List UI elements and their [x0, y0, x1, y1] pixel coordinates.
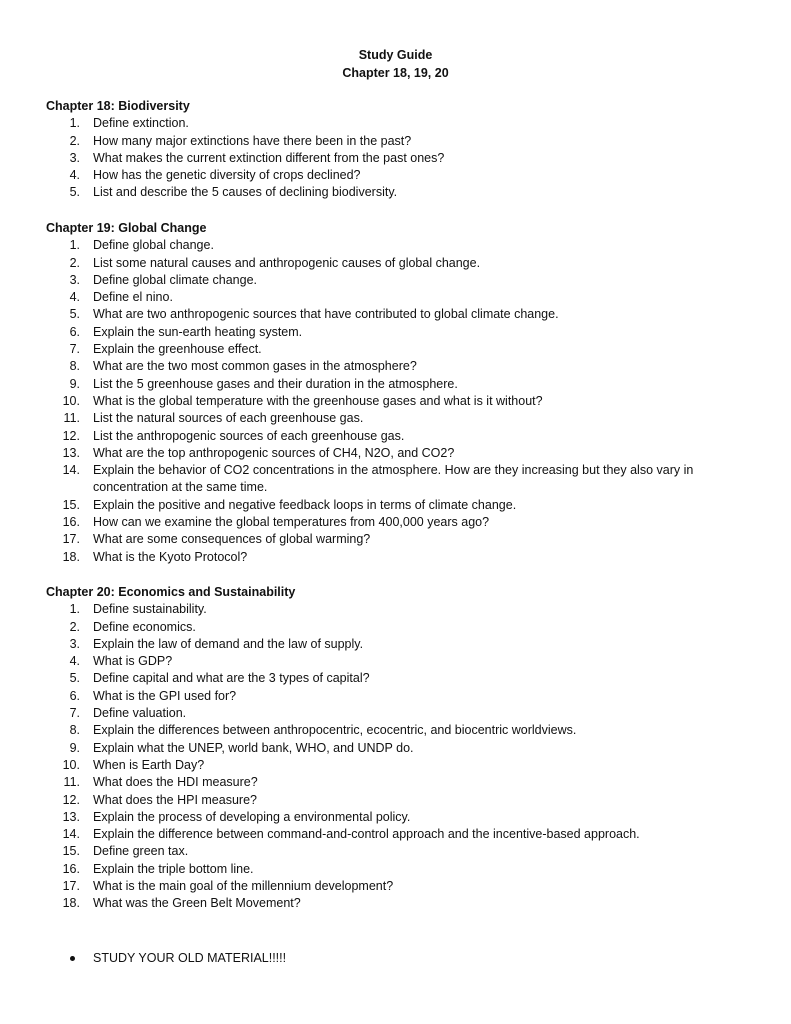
question-text: Define valuation. — [93, 706, 187, 721]
question-item — [46, 601, 746, 618]
question-item — [46, 757, 746, 774]
question-item — [46, 688, 746, 705]
question-number: 17. — [62, 532, 80, 547]
question-number: 2. — [69, 619, 80, 634]
question-text: What is the main goal of the millennium development? — [93, 879, 394, 894]
question-item — [46, 514, 746, 531]
question-item — [46, 895, 746, 912]
question-item — [46, 167, 746, 184]
chapter-18-section — [46, 98, 746, 202]
question-text: What is the GPI used for? — [93, 688, 237, 703]
question-item — [46, 636, 746, 653]
question-number: 16. — [62, 515, 80, 530]
question-number: 5. — [69, 671, 80, 686]
question-item — [46, 324, 746, 341]
question-text: What was the Green Belt Movement? — [93, 896, 301, 911]
question-item — [46, 341, 746, 358]
question-text: What are some consequences of global warming? — [93, 532, 371, 547]
chapter-heading: Chapter 20: Economics and Sustainability — [46, 585, 296, 599]
question-item — [46, 289, 746, 306]
question-text: Explain the difference between command-and-control approach and the incentive-based approach. — [93, 827, 640, 842]
question-item — [46, 549, 746, 566]
question-number: 10. — [62, 757, 80, 772]
question-item — [46, 462, 746, 497]
question-text: Explain the greenhouse effect. — [93, 342, 262, 357]
question-number: 9. — [69, 740, 80, 755]
question-number: 4. — [69, 168, 80, 183]
question-text: What are the two most common gases in the atmosphere? — [93, 359, 417, 374]
question-number: 3. — [69, 272, 80, 287]
question-number: 13. — [62, 809, 80, 824]
question-number: 15. — [62, 497, 80, 512]
question-number: 2. — [69, 133, 80, 148]
question-number: 5. — [69, 185, 80, 200]
question-text: List and describe the 5 causes of declining biodiversity. — [93, 185, 398, 200]
question-item — [46, 826, 746, 843]
question-number: 3. — [69, 636, 80, 651]
question-number: 1. — [69, 116, 80, 131]
question-number: 11. — [63, 411, 80, 426]
question-text: How can we examine the global temperatures from 400,000 years ago? — [93, 515, 490, 530]
question-text: Define capital and what are the 3 types of capital? — [93, 671, 370, 686]
question-text: Define economics. — [93, 619, 196, 634]
question-number: 16. — [62, 861, 80, 876]
question-item — [46, 376, 746, 393]
question-number: 1. — [69, 602, 80, 617]
question-text: Define global change. — [93, 238, 214, 253]
question-list — [46, 601, 746, 912]
question-list — [46, 115, 746, 201]
question-number: 6. — [69, 688, 80, 703]
question-text: Explain the law of demand and the law of supply. — [93, 636, 364, 651]
question-item — [46, 133, 746, 150]
question-number: 10. — [62, 393, 80, 408]
question-item — [46, 740, 746, 757]
question-number: 14. — [62, 463, 80, 478]
question-item — [46, 393, 746, 410]
question-item — [46, 792, 746, 809]
question-item — [46, 184, 746, 201]
question-item — [46, 653, 746, 670]
question-item — [46, 115, 746, 132]
question-text: Define global climate change. — [93, 272, 257, 287]
question-number: 6. — [69, 324, 80, 339]
question-item — [46, 843, 746, 860]
question-item — [46, 255, 746, 272]
question-text: List the anthropogenic sources of each greenhouse gas. — [93, 428, 405, 443]
question-text: Explain the differences between anthropocentric, ecocentric, and biocentric worldviews. — [93, 723, 577, 738]
question-number: 5. — [69, 307, 80, 322]
question-text: Explain the behavior of CO2 concentrations in the atmosphere. How are they increasing but they also vary in concentration at the same time. — [93, 463, 694, 495]
question-item — [46, 878, 746, 895]
question-item — [46, 531, 746, 548]
bullet-text: STUDY YOUR OLD MATERIAL!!!!! — [93, 951, 287, 965]
bullet-dot-icon — [70, 956, 75, 961]
document-title: Study Guide — [358, 48, 433, 62]
chapter-20-section — [46, 584, 746, 913]
title-block — [0, 46, 791, 82]
question-text: How has the genetic diversity of crops declined? — [93, 168, 361, 183]
reminder-section — [46, 950, 746, 967]
question-item — [46, 272, 746, 289]
question-number: 7. — [69, 342, 80, 357]
question-text: Define sustainability. — [93, 602, 207, 617]
question-number: 1. — [69, 238, 80, 253]
question-number: 4. — [69, 290, 80, 305]
document-subtitle: Chapter 18, 19, 20 — [342, 66, 449, 80]
question-number: 7. — [69, 706, 80, 721]
question-number: 11. — [63, 775, 80, 790]
question-text: Define el nino. — [93, 290, 173, 305]
chapter-heading: Chapter 18: Biodiversity — [46, 99, 190, 113]
chapter-heading: Chapter 19: Global Change — [46, 221, 207, 235]
question-number: 17. — [62, 879, 80, 894]
question-text: Define extinction. — [93, 116, 189, 131]
question-item — [46, 445, 746, 462]
question-text: What is the global temperature with the greenhouse gases and what is it without? — [93, 393, 543, 408]
question-item — [46, 722, 746, 739]
question-item — [46, 358, 746, 375]
question-text: Explain what the UNEP, world bank, WHO, and UNDP do. — [93, 740, 414, 755]
question-text: List some natural causes and anthropogenic causes of global change. — [93, 255, 481, 270]
question-text: What are two anthropogenic sources that have contributed to global climate change. — [93, 307, 559, 322]
question-text: What is GDP? — [93, 654, 173, 669]
question-number: 8. — [69, 723, 80, 738]
question-item — [46, 428, 746, 445]
question-item — [46, 705, 746, 722]
question-item — [46, 809, 746, 826]
question-text: When is Earth Day? — [93, 757, 205, 772]
question-text: Explain the sun-earth heating system. — [93, 324, 303, 339]
question-list — [46, 237, 746, 566]
question-text: Explain the process of developing a environmental policy. — [93, 809, 411, 824]
question-text: Explain the triple bottom line. — [93, 861, 254, 876]
question-number: 4. — [69, 654, 80, 669]
question-number: 13. — [62, 445, 80, 460]
question-item — [46, 861, 746, 878]
question-number: 12. — [62, 792, 80, 807]
question-item — [46, 237, 746, 254]
question-text: List the 5 greenhouse gases and their duration in the atmosphere. — [93, 376, 458, 391]
question-item — [46, 306, 746, 323]
bullet-item — [46, 950, 746, 967]
question-item — [46, 774, 746, 791]
question-item — [46, 497, 746, 514]
question-number: 12. — [62, 428, 80, 443]
question-item — [46, 619, 746, 636]
question-text: Define green tax. — [93, 844, 189, 859]
question-number: 18. — [62, 896, 80, 911]
question-text: How many major extinctions have there been in the past? — [93, 133, 412, 148]
question-item — [46, 410, 746, 427]
question-number: 3. — [69, 150, 80, 165]
question-text: What makes the current extinction different from the past ones? — [93, 150, 445, 165]
question-number: 18. — [62, 549, 80, 564]
question-text: Explain the positive and negative feedback loops in terms of climate change. — [93, 497, 517, 512]
question-item — [46, 150, 746, 167]
question-text: What does the HPI measure? — [93, 792, 257, 807]
question-number: 8. — [69, 359, 80, 374]
question-text: What is the Kyoto Protocol? — [93, 549, 248, 564]
question-number: 14. — [62, 827, 80, 842]
question-number: 15. — [62, 844, 80, 859]
chapter-19-section — [46, 220, 746, 566]
question-text: List the natural sources of each greenhouse gas. — [93, 411, 364, 426]
question-number: 2. — [69, 255, 80, 270]
question-text: What does the HDI measure? — [93, 775, 258, 790]
question-text: What are the top anthropogenic sources of CH4, N2O, and CO2? — [93, 445, 455, 460]
question-number: 9. — [69, 376, 80, 391]
question-item — [46, 670, 746, 687]
